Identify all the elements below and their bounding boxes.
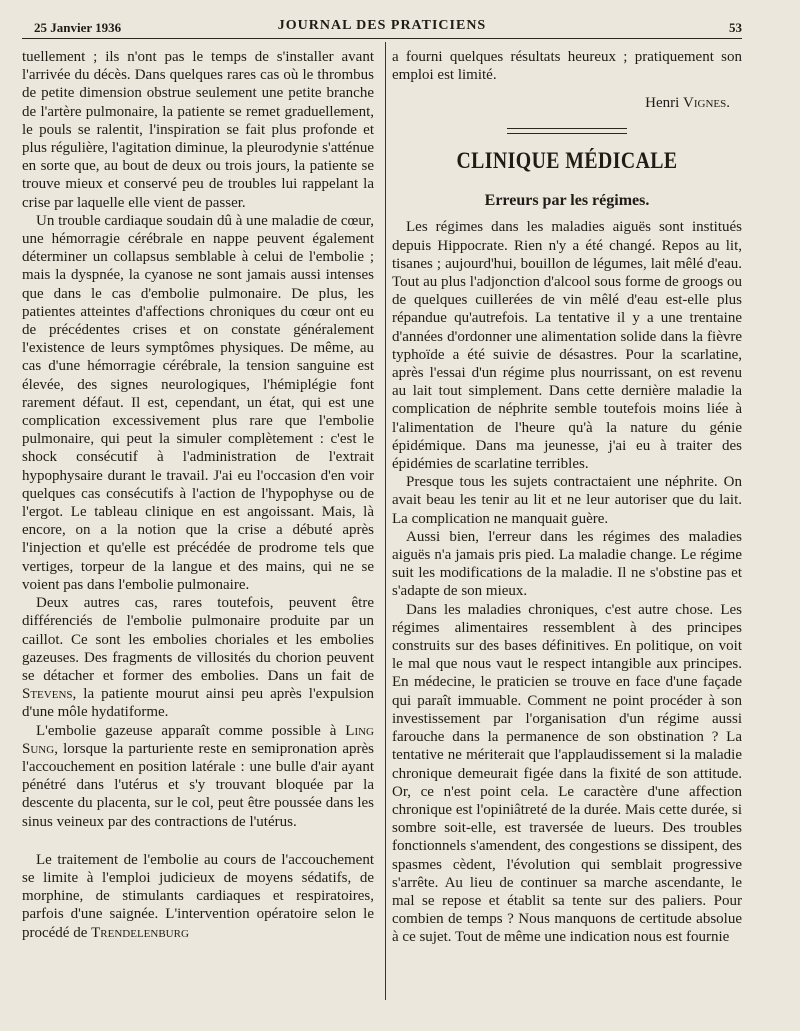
page-header bbox=[22, 14, 742, 36]
paragraph: tuellement ; ils n'ont pas le temps de s'installer avant l'arrivée du décès. Dans quelques rares cas où le thrombus de petite dimension obstrue seulement une petite branche de l'artère pulmonaire, la patiente se remet graduellement, le pouls se ralentit, l'inspiration se fait plus profonde et plus régulière, l'agitation diminue, la pleurodynie s'atténue en sorte que, au bout de deux ou trois jours, la patiente se trouve mieux et conservé peu de troubles lui rappelant la crise par laquelle elle vient de passer. bbox=[22, 49, 374, 211]
text-run: , lorsque la parturiente reste en semipronation après l'accouchement en position latérale : une bulle d'air ayant pénétré dans l'utérus et s'y trouvant bloquée par la descente du placenta, sur le col, peut être poussée dans les sinus veineux par des contractions de l'utérus. bbox=[22, 740, 374, 830]
section-rule bbox=[507, 128, 627, 134]
paragraph bbox=[22, 851, 374, 942]
paragraph: a fourni quelques résultats heureux ; pratiquement son emploi est limité. bbox=[392, 49, 742, 84]
left-column bbox=[22, 48, 374, 942]
column-divider bbox=[385, 42, 386, 1000]
author-name: Ling Sung bbox=[22, 722, 374, 757]
paragraph: Un trouble cardiaque soudain dû à une maladie de cœur, une hémorragie cérébrale en nappe peuvent également déterminer un collapsus semblable à celui de l'embolie ; mais la dyspnée, la cyanose ne sont jamais aussi intenses que dans le cas d'embolie pulmonaire. De plus, les patientes atteintes d'affections chroniques du cœur ont eu de précédentes crises et on constate généralement l'existence de leurs symptômes physiques. De même, au cas d'une hémorragie cérébrale, la tension sanguine est élevée, des signes neurologiques, l'hémiplégie font rarement défaut. Il est, cependant, un état, qui est une complication excessivement plus rare que l'embolie pulmonaire, qui peut la simuler complètement : c'est le shock consécutif à l'administration de l'extrait hypophysaire durant le travail. J'ai eu l'occasion d'en voir quelques cas consécutifs à l'action de l'hypophyse ou de l'ergot. Le tableau clinique en est angoissant. Mais, là encore, on a la notion que la crise a débuté après l'injection et qu'elle est précédée de prodrome tels que vertiges, torpeur de la langue et des mains, qui ne se voient pas dans l'embolie pulmonaire. bbox=[22, 212, 374, 593]
text-run: L'embolie gazeuse apparaît comme possible à bbox=[36, 722, 346, 739]
header-rule bbox=[22, 38, 742, 39]
paragraph bbox=[22, 722, 374, 831]
page-number: 53 bbox=[729, 20, 742, 35]
signature bbox=[392, 94, 730, 112]
paragraph: Dans les maladies chroniques, c'est autre chose. Les régimes alimentaires ressemblent à des principes construits sur des bases définitives. En politique, on voit le mal que nous vaut le respect intangible aux principes. En médecine, le praticien se trouve en face d'une façade qui paraît immuable. Comment ne point procéder à son investissement par l'organisation d'un régime aussi farouche dans la permanence de son obstination ? La tentative ne mériterait que l'applaudissement si la maladie chronique demeurait figée dans la fixité de son attitude. Or, ce n'est point cela. Le caractère d'une affection chronique est l'opiniâtreté de la durée. Mais cette durée, si sombre soit-elle, est traversée de lueurs. Des troubles fonctionnels s'amendent, des congestions se dissipent, des spasmes cèdent, l'évolution qui semblait progressive s'arrête. Au lieu de continuer sa marche ascendante, le mal se repose et établit sa tente sur des paliers. Pour combien de temps ? Nous manquons de certitude absolue à ce sujet. Tout de même une indication nous est fournie bbox=[392, 601, 742, 946]
right-column bbox=[392, 48, 742, 947]
paragraph bbox=[22, 594, 374, 721]
article-subtitle: Erreurs par les régimes. bbox=[484, 192, 650, 210]
issue-date: 25 Janvier 1936 bbox=[34, 20, 122, 35]
paragraph: Les régimes dans les maladies aiguës sont institués depuis Hippocrate. Rien n'y a été changé. Repos au lit, tisanes ; aujourd'hui, bouillon de légumes, lait mêlé d'eau. Tout au plus l'adjonction d'alcool sous forme de groogs ou de quelques cuillerées de vin mêlé d'eau est-elle plus répandue qu'autrefois. La tentative il y a une trentaine d'années d'ordonner une alimentation solide dans la fièvre typhoïde a été suivie de désastres. Pour la scarlatine, après l'essai d'un régime plus nourrissant, on est revenu au lait tout simplement. Dans cette dernière maladie la complication de néphrite semble toutefois moins liée à l'alimentation de l'heure qu'à la nature du génie épidémique. Dans ma jeunesse, j'ai eu à traiter des épidémies de scarlatine terribles. bbox=[392, 219, 742, 473]
signature-first: Henri bbox=[645, 95, 684, 112]
paragraph-gap bbox=[22, 831, 374, 851]
paragraph: Aussi bien, l'erreur dans les régimes des maladies aiguës n'a jamais pris pied. La maladie change. Le régime suit les modifications de la maladie. Il ne s'obstine pas et s'adapte de son mieux. bbox=[392, 528, 742, 600]
text-run: , la patiente mourut ainsi peu après l'expulsion d'une môle hydatiforme. bbox=[22, 686, 374, 721]
journal-title: JOURNAL DES PRATICIENS bbox=[277, 18, 487, 33]
text-run: Le traitement de l'embolie au cours de l'accouchement se limite à l'emploi judicieux de moyens sédatifs, de morphine, de stimulants cardiaques et respiratoires, parfois d'une saignée. L'intervention opératoire selon le procédé de bbox=[22, 851, 374, 941]
author-name: Trendelenburg bbox=[91, 924, 189, 941]
author-name: Stevens bbox=[22, 686, 73, 703]
signature-last: Vignes. bbox=[683, 95, 730, 112]
paragraph: Presque tous les sujets contractaient une néphrite. On avait beau les tenir au lit et ne leur autoriser que du lait. La complication ne manquait guère. bbox=[392, 474, 742, 527]
section-title: CLINIQUE MÉDICALE bbox=[456, 148, 678, 174]
text-run: Deux autres cas, rares toutefois, peuvent être différenciés de l'embolie pulmonaire produite par un caillot. Ce sont les embolies choriales et les embolies gazeuses. Des fragments de villosités du chorion peuvent se détacher et former des embolies. Dans un fait de bbox=[22, 595, 374, 684]
